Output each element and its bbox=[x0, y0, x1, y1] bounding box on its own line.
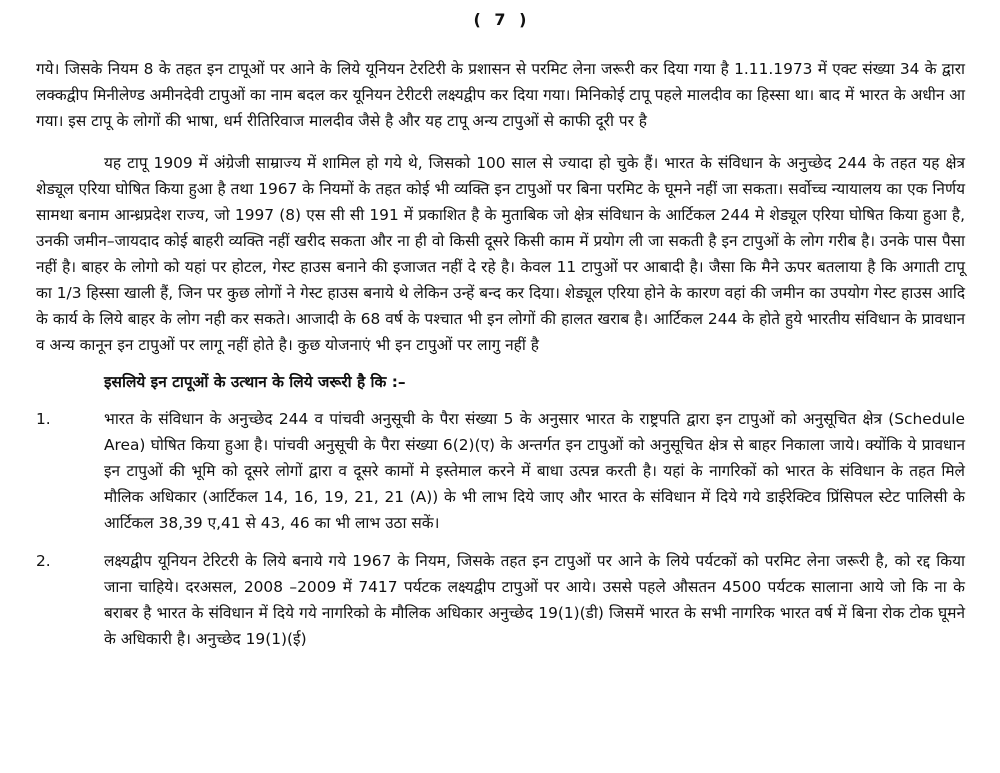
list-number: 1. bbox=[36, 410, 51, 428]
paragraph-1: गये। जिसके नियम 8 के तहत इन टापूओं पर आने के लिये यूनियन टेरटिरी के प्रशासन से परमिट लेना जरूरी कर दिया गया है 1.11.1973 में एक्ट संख्या 34 के द्वारा लक्कद्वीप मिनीलेण्ड अमीनदेवी टापुओं का नाम बदल कर यूनियन टेरीटरी लक्ष्यद्वीप कर दिया गया। मिनिकोई टापू पहले मालदीव का हिस्सा था। बाद में भारत के अधीन आ गया। इस टापू के लोगों की भाषा, धर्म रीतिरिवाज मालदीव जैसे है और यह टापू अन्य टापुओं से काफी दूरी पर है bbox=[36, 60, 965, 130]
section-heading: इसलिये इन टापूओं के उत्थान के लिये जरूरी है कि :– bbox=[104, 373, 406, 391]
list-text: भारत के संविधान के अनुच्छेद 244 व पांचवी अनुसूची के पैरा संख्या 5 के अनुसार भारत के राष्ट्रपति द्वारा इन टापुओं को अनुसूचित क्षेत्र (Schedule Area) घोषित किया हुआ है। पांचवी अनुसूची के पैरा संख्या 6(2)(ए) के अन्तर्गत इन टापुओं को अनुसूचित क्षेत्र से बाहर निकाला जाये। क्योंकि ये प्रावधान इन टापुओं की भूमि को दूसरे लोगों द्वारा व दूसरे कामों मे इस्तेमाल करने में बाधा उत्पन्न करती है। यहां के नागरिकों को भारत के संविधान के तहत मिले मौलिक अधिकार (आर्टिकल 14, 16, 19, 21, 21 (A)) के भी लाभ दिये जाए और भारत के संविधान में दिये गये डाईरेक्टिव प्रिंसिपल स्टेट पालिसी के आर्टिकल 38,39 ए,41 से 43, 46 का भी लाभ उठा सकें। bbox=[104, 410, 965, 532]
list-item-1 bbox=[36, 406, 965, 536]
list-item-2 bbox=[36, 548, 965, 652]
document-body bbox=[36, 56, 965, 664]
paragraph-2: यह टापू 1909 में अंग्रेजी साम्राज्य में शामिल हो गये थे, जिसको 100 साल से ज्यादा हो चुके हैं। भारत के संविधान के अनुच्छेद 244 के तहत यह क्षेत्र शेड्यूल एरिया घोषित किया हुआ है तथा 1967 के नियमों के तहत कोई भी व्यक्ति इन टापुओं पर बिना परमिट के घूमने नहीं जा सकता। सर्वोच्च न्यायालय का एक निर्णय सामथा बनाम आन्ध्रप्रदेश राज्य, जो 1997 (8) एस सी सी 191 में प्रकाशित है के मुताबिक जो क्षेत्र संविधान के आर्टिकल 244 मे शेड्यूल एरिया घोषित किया हुआ है, उनकी जमीन–जायदाद कोई बाहरी व्यक्ति नहीं खरीद सकता और ना ही वो किसी दूसरे किसी काम में प्रयोग ली जा सकती है इन टापुओं के लोग गरीब है। उनके पास पैसा नहीं है। बाहर के लोगो को यहां पर होटल, गेस्ट हाउस बनाने की इजाजत नहीं दे रहे है। केवल 11 टापुओं पर आबादी है। जैसा कि मैने ऊपर बतलाया है कि अगाती टापू का 1/3 हिस्सा खाली हैं, जिन पर कुछ लोगों ने गेस्ट हाउस बनाये थे लेकिन उन्हें बन्द कर दिया। शेड्यूल एरिया होने के कारण वहां की जमीन का उपयोग गेस्ट हाउस आदि के कार्य के लिये बाहर के लोग नही कर सकते। आजादी के 68 वर्ष के पश्चात भी इन लोगों की हालत खराब है। आर्टिकल 244 के होते हुये भारतीय संविधान के प्रावधान व अन्य कानून इन टापुओं पर लागू नहीं होते है। कुछ योजनाएं भी इन टापुओं पर लागु नहीं है bbox=[36, 154, 965, 354]
list-text: लक्ष्यद्वीप यूनियन टेरिटरी के लिये बनाये गये 1967 के नियम, जिसके तहत इन टापुओं पर आने के लिये पर्यटकों को परमिट लेना जरूरी है, को रद्द किया जाना चाहिये। दरअसल, 2008 –2009 में 7417 पर्यटक लक्ष्यद्वीप टापुओं पर आये। उससे पहले औसतन 4500 पर्यटक सालाना आये जो कि ना के बराबर है भारत के संविधान में दिये गये नागरिको के मौलिक अधिकार अनुच्छेद 19(1)(डी) जिसमें भारत के सभी नागरिक भारत वर्ष में बिना रोक टोक घूमने के अधिकारी है। अनुच्छेद 19(1)(ई) bbox=[104, 552, 965, 648]
list-number: 2. bbox=[36, 552, 51, 570]
page-number: ( 7 ) bbox=[473, 10, 527, 29]
